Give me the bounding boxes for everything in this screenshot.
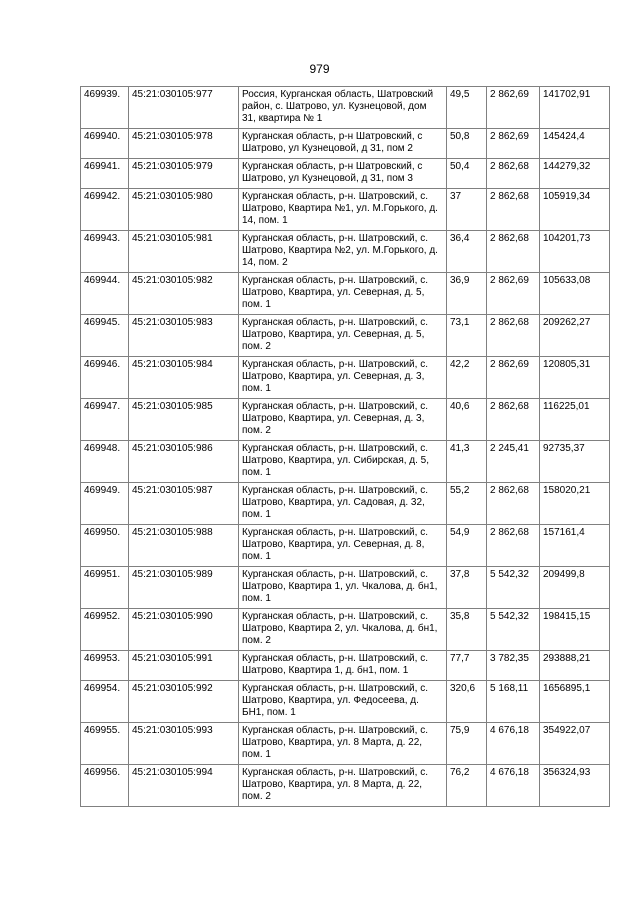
address-cell: Курганская область, р-н Шатровский, с Шатрово, ул Кузнецовой, д 31, пом 2 xyxy=(239,129,447,159)
rate-cell: 2 245,41 xyxy=(487,441,540,483)
row-number-cell: 469950. xyxy=(81,525,129,567)
cadastral-value-cell: 145424,4 xyxy=(540,129,610,159)
rate-cell: 2 862,68 xyxy=(487,315,540,357)
table-row xyxy=(81,87,610,129)
address-cell: Курганская область, р-н. Шатровский, с. Шатрово, Квартира, ул. Северная, д. 3, пом. 1 xyxy=(239,357,447,399)
row-number-cell: 469941. xyxy=(81,159,129,189)
cadastral-number-cell: 45:21:030105:989 xyxy=(129,567,239,609)
address-cell: Курганская область, р-н. Шатровский, с. Шатрово, Квартира, ул. 8 Марта, д. 22, пом. 1 xyxy=(239,723,447,765)
area-cell: 42,2 xyxy=(447,357,487,399)
row-number-cell: 469948. xyxy=(81,441,129,483)
row-number-cell: 469947. xyxy=(81,399,129,441)
row-number-cell: 469942. xyxy=(81,189,129,231)
address-cell: Курганская область, р-н. Шатровский, с. Шатрово, Квартира, ул. 8 Марта, д. 22, пом. 2 xyxy=(239,765,447,807)
cadastral-value-cell: 209499,8 xyxy=(540,567,610,609)
rate-cell: 2 862,68 xyxy=(487,159,540,189)
cadastral-number-cell: 45:21:030105:988 xyxy=(129,525,239,567)
table-row xyxy=(81,357,610,399)
row-number-cell: 469949. xyxy=(81,483,129,525)
row-number-cell: 469945. xyxy=(81,315,129,357)
cadastral-value-cell: 144279,32 xyxy=(540,159,610,189)
row-number-cell: 469955. xyxy=(81,723,129,765)
table-row xyxy=(81,231,610,273)
cadastral-number-cell: 45:21:030105:994 xyxy=(129,765,239,807)
rate-cell: 4 676,18 xyxy=(487,723,540,765)
cadastral-value-cell: 105633,08 xyxy=(540,273,610,315)
area-cell: 50,4 xyxy=(447,159,487,189)
rate-cell: 2 862,68 xyxy=(487,483,540,525)
table-row xyxy=(81,273,610,315)
cadastral-number-cell: 45:21:030105:992 xyxy=(129,681,239,723)
cadastral-number-cell: 45:21:030105:991 xyxy=(129,651,239,681)
rate-cell: 2 862,68 xyxy=(487,189,540,231)
rate-cell: 4 676,18 xyxy=(487,765,540,807)
cadastral-number-cell: 45:21:030105:993 xyxy=(129,723,239,765)
registry-table xyxy=(80,86,610,807)
row-number-cell: 469943. xyxy=(81,231,129,273)
address-cell: Курганская область, р-н. Шатровский, с. Шатрово, Квартира №2, ул. М.Горького, д. 14, пом. 2 xyxy=(239,231,447,273)
table-row xyxy=(81,723,610,765)
table-row xyxy=(81,159,610,189)
area-cell: 73,1 xyxy=(447,315,487,357)
address-cell: Курганская область, р-н. Шатровский, с. Шатрово, Квартира 1, д. бн1, пом. 1 xyxy=(239,651,447,681)
row-number-cell: 469954. xyxy=(81,681,129,723)
area-cell: 37,8 xyxy=(447,567,487,609)
cadastral-value-cell: 209262,27 xyxy=(540,315,610,357)
table-row xyxy=(81,441,610,483)
row-number-cell: 469951. xyxy=(81,567,129,609)
area-cell: 54,9 xyxy=(447,525,487,567)
cadastral-value-cell: 92735,37 xyxy=(540,441,610,483)
address-cell: Курганская область, р-н Шатровский, с Шатрово, ул Кузнецовой, д 31, пом 3 xyxy=(239,159,447,189)
address-cell: Курганская область, р-н. Шатровский, с. Шатрово, Квартира, ул. Федосеева, д. БН1, пом. 1 xyxy=(239,681,447,723)
table-row xyxy=(81,189,610,231)
row-number-cell: 469944. xyxy=(81,273,129,315)
table-row xyxy=(81,567,610,609)
address-cell: Россия, Курганская область, Шатровский район, с. Шатрово, ул. Кузнецовой, дом 31, квартира № 1 xyxy=(239,87,447,129)
cadastral-number-cell: 45:21:030105:979 xyxy=(129,159,239,189)
table-row xyxy=(81,483,610,525)
area-cell: 50,8 xyxy=(447,129,487,159)
table-row xyxy=(81,525,610,567)
area-cell: 55,2 xyxy=(447,483,487,525)
area-cell: 77,7 xyxy=(447,651,487,681)
cadastral-value-cell: 104201,73 xyxy=(540,231,610,273)
address-cell: Курганская область, р-н. Шатровский, с. Шатрово, Квартира, ул. Северная, д. 8, пом. 1 xyxy=(239,525,447,567)
cadastral-number-cell: 45:21:030105:982 xyxy=(129,273,239,315)
cadastral-value-cell: 198415,15 xyxy=(540,609,610,651)
rate-cell: 2 862,68 xyxy=(487,231,540,273)
cadastral-value-cell: 158020,21 xyxy=(540,483,610,525)
address-cell: Курганская область, р-н. Шатровский, с. Шатрово, Квартира 2, ул. Чкалова, д. бн1, пом. 2 xyxy=(239,609,447,651)
rate-cell: 2 862,69 xyxy=(487,273,540,315)
cadastral-value-cell: 356324,93 xyxy=(540,765,610,807)
cadastral-value-cell: 293888,21 xyxy=(540,651,610,681)
area-cell: 41,3 xyxy=(447,441,487,483)
cadastral-value-cell: 141702,91 xyxy=(540,87,610,129)
rate-cell: 5 168,11 xyxy=(487,681,540,723)
rate-cell: 2 862,69 xyxy=(487,129,540,159)
cadastral-number-cell: 45:21:030105:990 xyxy=(129,609,239,651)
cadastral-number-cell: 45:21:030105:987 xyxy=(129,483,239,525)
cadastral-number-cell: 45:21:030105:986 xyxy=(129,441,239,483)
table-row xyxy=(81,651,610,681)
table-row xyxy=(81,765,610,807)
row-number-cell: 469956. xyxy=(81,765,129,807)
rate-cell: 3 782,35 xyxy=(487,651,540,681)
table-row xyxy=(81,609,610,651)
cadastral-number-cell: 45:21:030105:984 xyxy=(129,357,239,399)
cadastral-value-cell: 105919,34 xyxy=(540,189,610,231)
area-cell: 75,9 xyxy=(447,723,487,765)
address-cell: Курганская область, р-н. Шатровский, с. Шатрово, Квартира 1, ул. Чкалова, д. бн1, пом. 1 xyxy=(239,567,447,609)
area-cell: 40,6 xyxy=(447,399,487,441)
address-cell: Курганская область, р-н. Шатровский, с. Шатрово, Квартира, ул. Северная, д. 5, пом. 2 xyxy=(239,315,447,357)
area-cell: 36,9 xyxy=(447,273,487,315)
registry-table-body xyxy=(81,87,610,807)
table-row xyxy=(81,315,610,357)
rate-cell: 2 862,69 xyxy=(487,357,540,399)
cadastral-number-cell: 45:21:030105:981 xyxy=(129,231,239,273)
cadastral-value-cell: 116225,01 xyxy=(540,399,610,441)
table-row xyxy=(81,399,610,441)
cadastral-value-cell: 120805,31 xyxy=(540,357,610,399)
rate-cell: 2 862,68 xyxy=(487,399,540,441)
row-number-cell: 469946. xyxy=(81,357,129,399)
table-row xyxy=(81,681,610,723)
cadastral-number-cell: 45:21:030105:983 xyxy=(129,315,239,357)
area-cell: 320,6 xyxy=(447,681,487,723)
cadastral-value-cell: 1656895,1 xyxy=(540,681,610,723)
cadastral-number-cell: 45:21:030105:977 xyxy=(129,87,239,129)
cadastral-number-cell: 45:21:030105:978 xyxy=(129,129,239,159)
area-cell: 36,4 xyxy=(447,231,487,273)
address-cell: Курганская область, р-н. Шатровский, с. Шатрово, Квартира, ул. Северная, д. 3, пом. 2 xyxy=(239,399,447,441)
cadastral-number-cell: 45:21:030105:985 xyxy=(129,399,239,441)
row-number-cell: 469939. xyxy=(81,87,129,129)
row-number-cell: 469953. xyxy=(81,651,129,681)
address-cell: Курганская область, р-н. Шатровский, с. Шатрово, Квартира №1, ул. М.Горького, д. 14, пом. 1 xyxy=(239,189,447,231)
cadastral-value-cell: 157161,4 xyxy=(540,525,610,567)
area-cell: 49,5 xyxy=(447,87,487,129)
rate-cell: 5 542,32 xyxy=(487,609,540,651)
rate-cell: 2 862,69 xyxy=(487,87,540,129)
address-cell: Курганская область, р-н. Шатровский, с. Шатрово, Квартира, ул. Сибирская, д. 5, пом. 1 xyxy=(239,441,447,483)
page-number: 979 xyxy=(309,62,330,76)
cadastral-value-cell: 354922,07 xyxy=(540,723,610,765)
row-number-cell: 469940. xyxy=(81,129,129,159)
rate-cell: 5 542,32 xyxy=(487,567,540,609)
cadastral-number-cell: 45:21:030105:980 xyxy=(129,189,239,231)
area-cell: 35,8 xyxy=(447,609,487,651)
row-number-cell: 469952. xyxy=(81,609,129,651)
area-cell: 76,2 xyxy=(447,765,487,807)
address-cell: Курганская область, р-н. Шатровский, с. Шатрово, Квартира, ул. Северная, д. 5, пом. 1 xyxy=(239,273,447,315)
table-row xyxy=(81,129,610,159)
address-cell: Курганская область, р-н. Шатровский, с. Шатрово, Квартира, ул. Садовая, д. 32, пом. 1 xyxy=(239,483,447,525)
rate-cell: 2 862,68 xyxy=(487,525,540,567)
area-cell: 37 xyxy=(447,189,487,231)
